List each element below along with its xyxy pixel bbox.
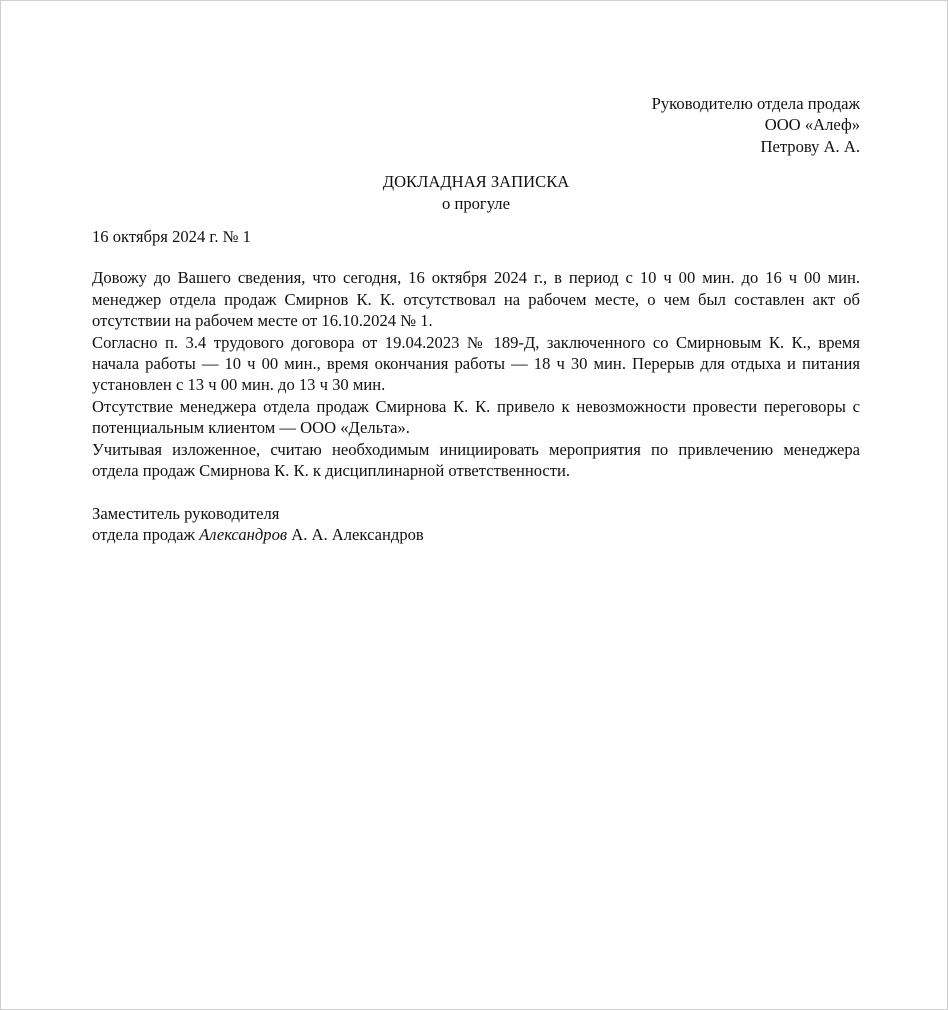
body-paragraph-2: Согласно п. 3.4 трудового договора от 19.04.2023 № 189-Д, заключенного со Смирновым К. К., время начала работы — 10 ч 00 мин., время окончания работы — 18 ч 30 мин. Перерыв для отдыха и питания установлен с 13 ч 00 мин. до 13 ч 30 мин. (92, 332, 860, 395)
signer-name: А. А. Александров (291, 524, 424, 544)
memo-document (92, 93, 860, 545)
signer-line (92, 524, 860, 545)
document-title: ДОКЛАДНАЯ ЗАПИСКА (382, 172, 570, 192)
signer-position-line1: Заместитель руководителя (92, 503, 280, 523)
addressee-name: Петрову А. А. (760, 136, 860, 156)
addressee-block (92, 93, 860, 157)
title-block (92, 171, 860, 214)
body-paragraph-3: Отсутствие менеджера отдела продаж Смирнова К. К. привело к невозможности провести переговоры с потенциальным клиентом — ООО «Дельта». (92, 396, 860, 438)
signature-block (92, 503, 860, 546)
addressee-position: Руководителю отдела продаж (651, 94, 860, 113)
date-and-number: 16 октября 2024 г. № 1 (92, 227, 251, 247)
body-paragraph-4: Учитывая изложенное, считаю необходимым инициировать мероприятия по привлечению менеджера отдела продаж Смирнова К. К. к дисциплинарной ответственности. (92, 439, 860, 481)
handwritten-signature: Александров (199, 524, 288, 544)
document-subtitle: о прогуле (442, 193, 510, 213)
signer-position-line2: отдела продаж (92, 524, 195, 544)
addressee-company: ООО «Алеф» (764, 115, 860, 135)
memo-body (92, 267, 860, 481)
body-paragraph-1: Довожу до Вашего сведения, что сегодня, 16 октября 2024 г., в период с 10 ч 00 мин. до 16 ч 00 мин. менеджер отдела продаж Смирнов К. К. отсутствовал на рабочем месте, о чем был составлен акт об отсутствии на рабочем месте от 16.10.2024 № 1. (92, 268, 860, 331)
